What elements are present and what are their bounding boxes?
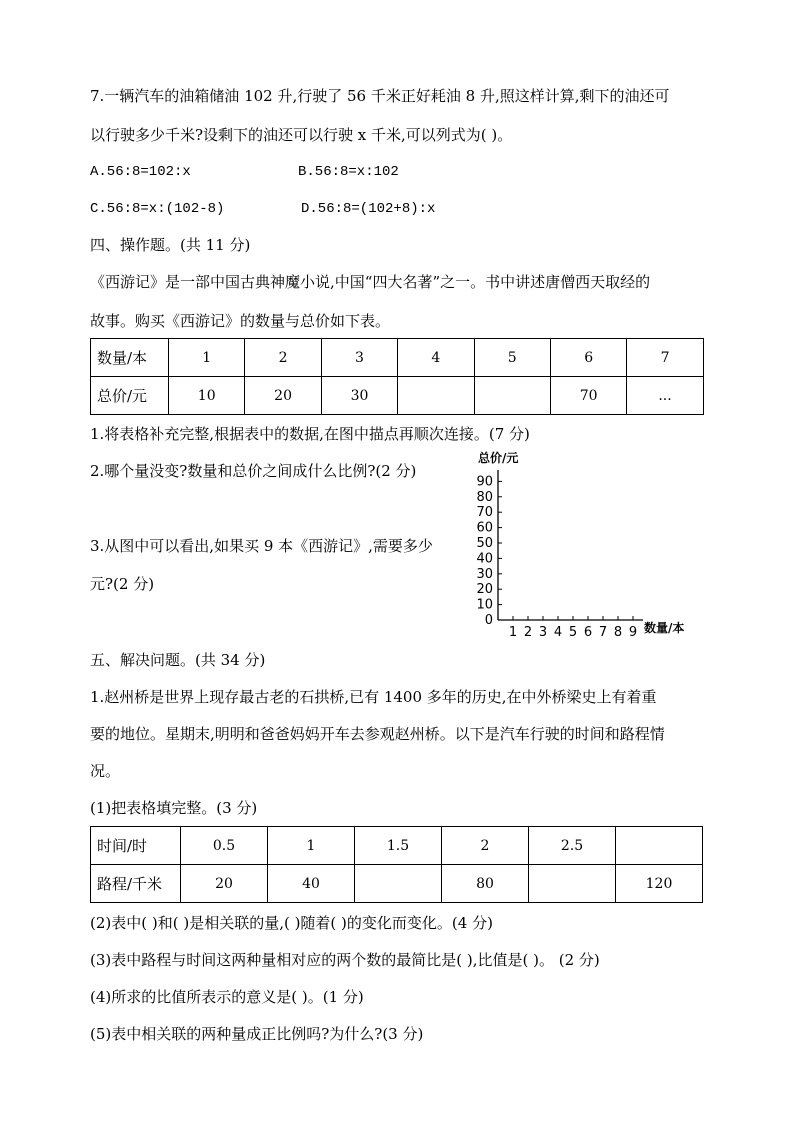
table-cell: 3 (321, 339, 397, 377)
table-cell: 0.5 (181, 827, 268, 865)
x-tick-label: 6 (583, 625, 593, 638)
table-cell: ... (627, 377, 703, 415)
q7-stem-line1: 7.一辆汽车的油箱储油 102 升,行驶了 56 千米正好耗油 8 升,照这样计算,剩下的油还可 (90, 87, 670, 105)
table-cell: 4 (398, 339, 474, 377)
x-tick-label: 9 (628, 625, 638, 638)
table-cell (355, 865, 442, 903)
problem1-sub4: (4)所求的比值所表示的意义是( )。(1 分) (90, 988, 364, 1006)
q7-option-a: A.56:8=102:x (90, 164, 191, 180)
table-cell: 数量/本 (91, 339, 169, 377)
table-cell: 5 (474, 339, 550, 377)
table-cell: 10 (169, 377, 245, 415)
table-cell: 6 (550, 339, 626, 377)
time-distance-table (90, 826, 703, 903)
x-tick-label: 4 (553, 625, 563, 638)
table-cell: 40 (268, 865, 355, 903)
section4-question1: 1.将表格补充完整,根据表中的数据,在图中描点再顺次连接。(7 分) (90, 425, 530, 443)
table-cell: 时间/时 (91, 827, 181, 865)
table-row (91, 377, 704, 415)
table-cell (474, 377, 550, 415)
table-cell: 20 (245, 377, 321, 415)
table-cell: 2 (245, 339, 321, 377)
y-tick-label: 90 (476, 474, 493, 490)
y-tick-label: 80 (476, 489, 493, 505)
table-cell: 80 (442, 865, 529, 903)
y-tick-label: 50 (476, 536, 493, 551)
y-tick-label: 0 (484, 613, 493, 628)
q7-stem-line2: 以行驶多少千米?设剩下的油还可以行驶 x 千米,可以列式为( )。 (90, 126, 513, 144)
section4-intro-line2: 故事。购买《西游记》的数量与总价如下表。 (90, 312, 391, 330)
x-tick-label: 2 (523, 625, 533, 638)
y-tick-label: 60 (476, 520, 493, 536)
q7-option-c: C.56:8=x:(102-8) (90, 201, 225, 217)
problem1-sub1: (1)把表格填完整。(3 分) (90, 799, 258, 817)
y-tick-label: 30 (476, 566, 493, 582)
y-tick-label: 10 (476, 597, 493, 613)
quantity-price-graph (468, 448, 704, 638)
table-row (91, 339, 704, 377)
table-cell: 70 (550, 377, 626, 415)
q7-option-d: D.56:8=(102+8):x (301, 201, 436, 217)
problem1-line3: 况。 (90, 762, 121, 780)
table-cell: 总价/元 (91, 377, 169, 415)
section4-heading: 四、操作题。(共 11 分) (90, 236, 251, 254)
x-tick-label: 1 (508, 625, 518, 638)
section4-intro-line1: 《西游记》是一部中国古典神魔小说,中国“四大名著”之一。书中讲述唐僧西天取经的 (90, 273, 651, 291)
x-tick-label: 3 (538, 625, 548, 638)
y-tick-label: 70 (476, 505, 493, 521)
problem1-sub3: (3)表中路程与时间这两种量相对应的两个数的最简比是( ),比值是( )。 (2 分) (90, 951, 600, 969)
table-cell (398, 377, 474, 415)
table-cell: 1.5 (355, 827, 442, 865)
problem1-line1: 1.赵州桥是世界上现存最古老的石拱桥,已有 1400 多年的历史,在中外桥梁史上有着重 (90, 688, 657, 706)
table-cell (529, 865, 616, 903)
table-row (91, 865, 703, 903)
y-axis-label: 总价/元 (478, 451, 519, 465)
section5-heading: 五、解决问题。(共 34 分) (90, 651, 266, 669)
table-cell: 1 (268, 827, 355, 865)
problem1-line2: 要的地位。星期末,明明和爸爸妈妈开车去参观赵州桥。以下是汽车行驶的时间和路程情 (90, 725, 665, 743)
book-price-table (90, 338, 704, 415)
x-tick-label: 8 (613, 625, 623, 638)
table-cell: 2 (442, 827, 529, 865)
table-cell: 1 (169, 339, 245, 377)
x-axis-label: 数量/本 (644, 621, 685, 635)
y-tick-label: 40 (476, 551, 493, 567)
table-cell: 2.5 (529, 827, 616, 865)
problem1-sub2: (2)表中( )和( )是相关联的量,( )随着( )的变化而变化。(4 分) (90, 914, 493, 932)
table-cell: 30 (321, 377, 397, 415)
table-cell: 20 (181, 865, 268, 903)
x-tick-label: 5 (568, 625, 578, 638)
q7-option-b: B.56:8=x:102 (298, 164, 399, 180)
problem1-sub5: (5)表中相关联的两种量成正比例吗?为什么?(3 分) (90, 1025, 424, 1043)
section4-question2: 2.哪个量没变?数量和总价之间成什么比例?(2 分) (90, 462, 417, 480)
x-tick-label: 7 (598, 625, 608, 638)
graph-axes (476, 470, 643, 638)
section4-question3-line2: 元?(2 分) (90, 575, 155, 593)
table-cell: 120 (616, 865, 703, 903)
table-row (91, 827, 703, 865)
section4-question3-line1: 3.从图中可以看出,如果买 9 本《西游记》,需要多少 (90, 537, 433, 555)
y-tick-label: 20 (476, 582, 493, 598)
table-cell (616, 827, 703, 865)
table-cell: 路程/千米 (91, 865, 181, 903)
table-cell: 7 (627, 339, 703, 377)
